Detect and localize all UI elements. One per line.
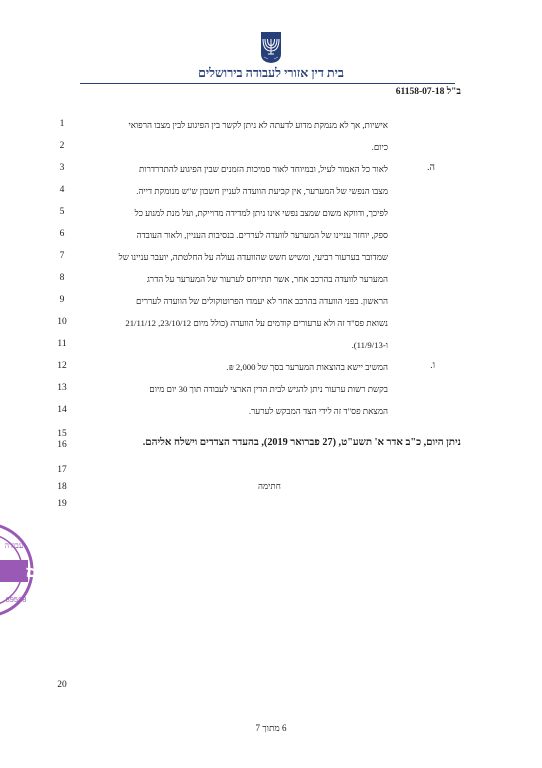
menorah-emblem-icon: [258, 30, 284, 64]
line-number: 20: [57, 680, 67, 690]
line-number: 2: [59, 141, 65, 151]
line-number: 10: [57, 317, 67, 327]
court-name: בית דין אזורי לעבודה בירושלים: [198, 66, 344, 80]
line-number: 3: [59, 163, 65, 173]
line-number: 15: [57, 429, 67, 439]
line-number: 6: [59, 229, 65, 239]
body-line: בקשת רשות ערעור ניתן להגיש לבית הדין הארצי לעבודה תוך 30 יום מיום: [149, 384, 388, 394]
body-line: הראשון. בפני הוועדה בהרכב אחר לא יעמדו הפרוטוקולים של הוועדה לעררים: [136, 296, 388, 306]
body-line: המשיב יישא בהוצאות המערער בסך של 2,000 ₪.: [226, 362, 388, 372]
paragraph-marker-h: ה.: [427, 163, 435, 173]
line-number: 16: [57, 440, 67, 450]
court-stamp-icon: [0, 522, 61, 618]
page-number: 6 מתוך 7: [255, 723, 287, 733]
body-line: כיום.: [371, 142, 388, 152]
line-number: 4: [59, 185, 65, 195]
svg-text:89588: 89588: [5, 595, 27, 604]
body-line: המצאת פס"ד זה לידי הצד המבקש לערער.: [248, 406, 388, 416]
svg-text:עבודה: עבודה: [4, 541, 24, 550]
body-line: לאור כל האמור לעיל, ובמיוחד לאור סמיכות הזמנים שבין הפיגוע להתדרדרות: [139, 164, 388, 174]
header-divider: [80, 83, 455, 84]
given-today-line: ניתן היום, כ"ב אדר א' תשע"ט, (27 פברואר 2019), בהעדר הצדדים וישלח אליהם.: [142, 437, 461, 448]
line-number: 19: [57, 499, 67, 509]
line-number: 14: [57, 405, 67, 415]
line-number: 9: [59, 295, 65, 305]
paragraph-marker-v: ו.: [430, 361, 435, 371]
case-number: ב"ל 61158-07-18: [395, 87, 461, 97]
body-line: מצבו הנפשי של המערער, אין קביעת הוועדה לעניין חשבון ש"ש מנומקת דייה.: [136, 186, 388, 196]
line-number: 1: [59, 119, 65, 129]
line-number: 13: [57, 383, 67, 393]
signature-label: חתימה: [258, 481, 281, 491]
body-line: ספק, יוחזר עניינו של המערער לוועדה לעררים. בנסיבות העניין, ולאור העובדה: [136, 230, 388, 240]
line-number: 12: [57, 361, 67, 371]
body-line: אישיות, אך לא מנמקת מדוע לדעתה לא ניתן לקשר בין הפיגוע לבין מצבו הרפואי: [128, 120, 388, 130]
line-number: 17: [57, 465, 67, 475]
line-number: 7: [59, 251, 65, 261]
line-number: 18: [57, 482, 67, 492]
body-line: לפיכך, ודווקא משום שמצב נפשי אינו ניתן למדידה מדוייקת, ועל מנת למנוע כל: [134, 208, 388, 218]
line-number: 11: [57, 339, 67, 349]
body-line: שמדובר בערעור רביעי, ומשיש חשש שהוועדה נעולה על החלטתה, יועבר עניינו של: [118, 252, 388, 262]
svg-text:מן למ: מן למ: [26, 564, 61, 581]
body-line: המערער לוועדה בהרכב אחר, אשר תתייחס לערעור של המערער על הדרג: [146, 274, 388, 284]
body-line: נשואת פס"ד זה ולא ערעורים קודמים על הוועדה (כולל מיום 23/10/12, 21/11/12: [125, 318, 388, 328]
line-number: 5: [59, 207, 65, 217]
line-number: 8: [59, 273, 65, 283]
body-line: ו-11/9/13).: [351, 340, 388, 350]
